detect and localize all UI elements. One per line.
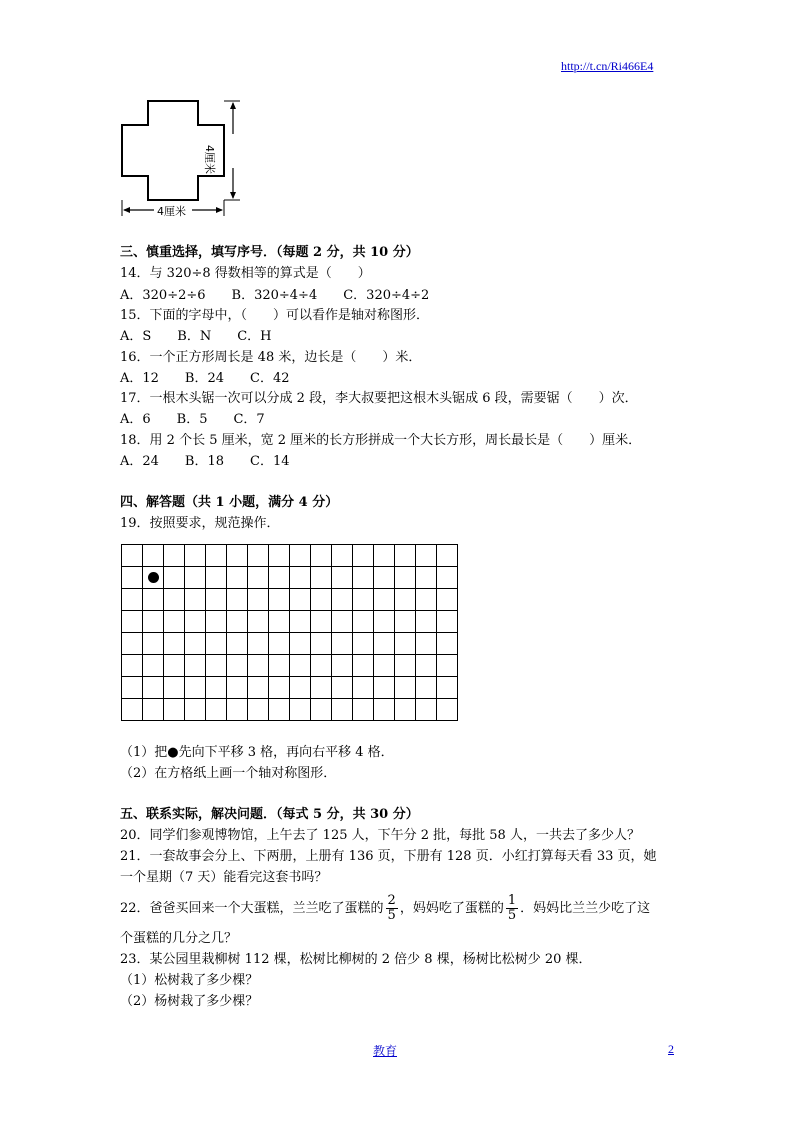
- grid-cell: [122, 589, 143, 611]
- grid-cell: [122, 677, 143, 699]
- grid-cell: [374, 567, 395, 589]
- grid-cell: [143, 633, 164, 655]
- grid-cell: [353, 611, 374, 633]
- grid-cell: [311, 545, 332, 567]
- grid-cell: [416, 633, 437, 655]
- grid-cell: [122, 699, 143, 721]
- grid-cell: [353, 589, 374, 611]
- q21-text-line2: 一个星期（7 天）能看完这套书吗？: [120, 870, 328, 885]
- grid-dot: [148, 572, 159, 583]
- grid-cell: [164, 655, 185, 677]
- frac1-denominator: 5: [387, 908, 396, 923]
- grid-cell: [290, 655, 311, 677]
- grid-cell: [143, 699, 164, 721]
- grid-cell: [332, 633, 353, 655]
- grid-cell: [122, 545, 143, 567]
- grid-cell: [416, 567, 437, 589]
- grid-cell: [290, 545, 311, 567]
- grid-cell: [374, 699, 395, 721]
- grid-cell: [395, 699, 416, 721]
- grid-cell: [185, 589, 206, 611]
- frac2-numerator: 1: [507, 893, 517, 908]
- grid-cell: [290, 633, 311, 655]
- grid-cell: [269, 633, 290, 655]
- grid-cell: [290, 611, 311, 633]
- grid-cell: [248, 611, 269, 633]
- cross-shape-figure: [116, 98, 244, 220]
- grid-cell: [248, 545, 269, 567]
- grid-cell: [437, 589, 458, 611]
- grid-cell: [164, 567, 185, 589]
- q14-text: 14．与 320÷8 得数相等的算式是（ ）: [120, 266, 371, 281]
- grid-cell: [395, 567, 416, 589]
- grid-cell: [206, 611, 227, 633]
- grid-cell: [227, 545, 248, 567]
- grid-cell: [311, 677, 332, 699]
- grid-cell: [164, 633, 185, 655]
- grid-cell: [290, 699, 311, 721]
- grid-cell: [353, 567, 374, 589]
- grid-cell: [290, 677, 311, 699]
- grid-cell: [143, 655, 164, 677]
- q16-options: A．12 B．24 C．42: [120, 371, 290, 386]
- grid-cell: [374, 655, 395, 677]
- grid-cell: [185, 677, 206, 699]
- q23-sub-2: （2）杨树栽了多少棵？: [120, 994, 259, 1009]
- grid-cell: [185, 655, 206, 677]
- grid-cell: [332, 677, 353, 699]
- grid-cell: [206, 655, 227, 677]
- grid-cell: [437, 677, 458, 699]
- grid-cell: [206, 567, 227, 589]
- grid-cell: [395, 589, 416, 611]
- grid-cell: [185, 699, 206, 721]
- grid-cell: [206, 545, 227, 567]
- grid-cell: [374, 677, 395, 699]
- grid-cell: [269, 699, 290, 721]
- frac2-denominator: 5: [507, 908, 517, 923]
- grid-cell: [437, 567, 458, 589]
- grid-cell: [269, 589, 290, 611]
- grid-cell: [311, 699, 332, 721]
- q22-text-line1: [120, 894, 650, 924]
- q19-sub-1: （1）把●先向下平移 3 格，再向右平移 4 格．: [120, 745, 394, 760]
- grid-cell: [311, 633, 332, 655]
- grid-cell: [269, 677, 290, 699]
- grid-cell: [227, 655, 248, 677]
- q23-text: 23．某公园里栽柳树 112 棵，松树比柳树的 2 倍少 8 棵，杨树比松树少 20 棵．: [120, 952, 592, 967]
- grid-cell: [416, 655, 437, 677]
- grid-cell: [437, 633, 458, 655]
- grid-cell: [269, 611, 290, 633]
- grid-cell: [311, 589, 332, 611]
- page-number: 2: [668, 1042, 674, 1056]
- q14-options: A．320÷2÷6 B．320÷4÷4 C．320÷4÷2: [120, 288, 430, 303]
- grid-cell: [185, 633, 206, 655]
- q16-text: 16．一个正方形周长是 48 米，边长是（ ）米．: [120, 350, 422, 365]
- q23-sub-1: （1）松树栽了多少棵？: [120, 973, 259, 988]
- grid-cell: [143, 677, 164, 699]
- grid-cell: [374, 633, 395, 655]
- grid-cell: [185, 611, 206, 633]
- grid-cell: [353, 655, 374, 677]
- grid-cell: [332, 545, 353, 567]
- q22-part2: ，妈妈吃了蛋糕的: [399, 901, 504, 916]
- grid-cell: [164, 611, 185, 633]
- grid-cell: [353, 699, 374, 721]
- grid-cell: [164, 699, 185, 721]
- q20-text: 20．同学们参观博物馆，上午去了 125 人，下午分 2 批，每批 58 人，一共去了多少人？: [120, 828, 640, 843]
- grid-cell: [143, 567, 164, 589]
- grid-cell: [395, 677, 416, 699]
- grid-cell: [332, 655, 353, 677]
- grid-cell: [353, 677, 374, 699]
- grid-cell: [164, 545, 185, 567]
- fraction-one-fifth: [506, 894, 518, 923]
- fraction-two-fifths: [386, 894, 398, 923]
- grid-cell: [227, 589, 248, 611]
- grid-cell: [248, 655, 269, 677]
- grid-cell: [164, 589, 185, 611]
- grid-cell: [311, 655, 332, 677]
- grid-cell: [395, 545, 416, 567]
- q19-sub-2: （2）在方格纸上画一个轴对称图形．: [120, 766, 337, 781]
- grid-cell: [227, 633, 248, 655]
- grid-cell: [143, 589, 164, 611]
- q22-text-line2: 个蛋糕的几分之几？: [120, 931, 238, 946]
- q17-options: A．6 B．5 C．7: [120, 412, 265, 427]
- grid-cell: [332, 589, 353, 611]
- grid-cell: [122, 633, 143, 655]
- grid-cell: [332, 611, 353, 633]
- grid-cell: [311, 567, 332, 589]
- grid-cell: [164, 677, 185, 699]
- grid-cell: [269, 655, 290, 677]
- q17-text: 17．一根木头锯一次可以分成 2 段，李大叔要把这根木头锯成 6 段，需要锯（ ）次．: [120, 391, 638, 406]
- grid-cell: [269, 545, 290, 567]
- figure-height-label: 4厘米: [203, 145, 216, 174]
- grid-cell: [143, 545, 164, 567]
- grid-cell: [248, 589, 269, 611]
- grid-cell: [248, 633, 269, 655]
- grid-cell: [332, 567, 353, 589]
- q22-part3: ．妈妈比兰兰少吃了这: [520, 901, 651, 916]
- grid-cell: [437, 655, 458, 677]
- q19-text: 19．按照要求，规范操作．: [120, 516, 280, 531]
- grid-cell: [227, 677, 248, 699]
- q18-options: A．24 B．18 C．14: [120, 454, 290, 469]
- grid-cell: [416, 545, 437, 567]
- q21-text-line1: 21．一套故事会分上、下两册，上册有 136 页，下册有 128 页．小红打算每天看 33 页，她: [120, 849, 657, 864]
- grid-cell: [227, 699, 248, 721]
- grid-cell: [206, 633, 227, 655]
- grid-cell: [143, 611, 164, 633]
- q22-part1: 22．爸爸买回来一个大蛋糕，兰兰吃了蛋糕的: [120, 901, 384, 916]
- grid-cell: [206, 589, 227, 611]
- grid-cell: [395, 633, 416, 655]
- grid-cell: [437, 611, 458, 633]
- grid-cell: [269, 567, 290, 589]
- grid-cell: [227, 611, 248, 633]
- grid-cell: [248, 567, 269, 589]
- grid-cell: [353, 633, 374, 655]
- grid-cell: [416, 699, 437, 721]
- frac1-numerator: 2: [387, 893, 396, 908]
- q15-options: A．S B．N C．H: [120, 329, 272, 344]
- grid-cell: [290, 567, 311, 589]
- grid-cell: [332, 699, 353, 721]
- q18-text: 18．用 2 个长 5 厘米，宽 2 厘米的长方形拼成一个大长方形，周长最长是（ ）厘米．: [120, 433, 642, 448]
- section-5-heading: 五、联系实际，解决问题．（每式 5 分，共 30 分）: [120, 807, 419, 822]
- grid-cell: [185, 567, 206, 589]
- section-3-heading: 三、慎重选择，填写序号．（每题 2 分，共 10 分）: [120, 245, 419, 260]
- grid-cell: [395, 655, 416, 677]
- grid-cell: [416, 611, 437, 633]
- header-url-link[interactable]: http://t.cn/Ri466E4: [561, 59, 654, 73]
- grid-cell: [290, 589, 311, 611]
- square-grid: [121, 544, 458, 721]
- grid-cell: [416, 677, 437, 699]
- grid-cell: [122, 567, 143, 589]
- grid-cell: [437, 545, 458, 567]
- grid-cell: [311, 611, 332, 633]
- q15-text: 15．下面的字母中，（ ）可以看作是轴对称图形．: [120, 308, 430, 323]
- grid-cell: [374, 611, 395, 633]
- figure-width-label: 4厘米: [157, 205, 186, 218]
- grid-cell: [227, 567, 248, 589]
- grid-cell: [416, 589, 437, 611]
- grid-cell: [437, 699, 458, 721]
- grid-cell: [206, 677, 227, 699]
- grid-cell: [122, 611, 143, 633]
- grid-cell: [374, 545, 395, 567]
- grid-cell: [353, 545, 374, 567]
- grid-cell: [374, 589, 395, 611]
- section-4-heading: 四、解答题（共 1 小题，满分 4 分）: [120, 495, 339, 510]
- grid-cell: [185, 545, 206, 567]
- grid-cell: [122, 655, 143, 677]
- grid-cell: [248, 699, 269, 721]
- grid-cell: [206, 699, 227, 721]
- grid-cell: [248, 677, 269, 699]
- grid-cell: [395, 611, 416, 633]
- footer-link[interactable]: 教育: [373, 1044, 398, 1058]
